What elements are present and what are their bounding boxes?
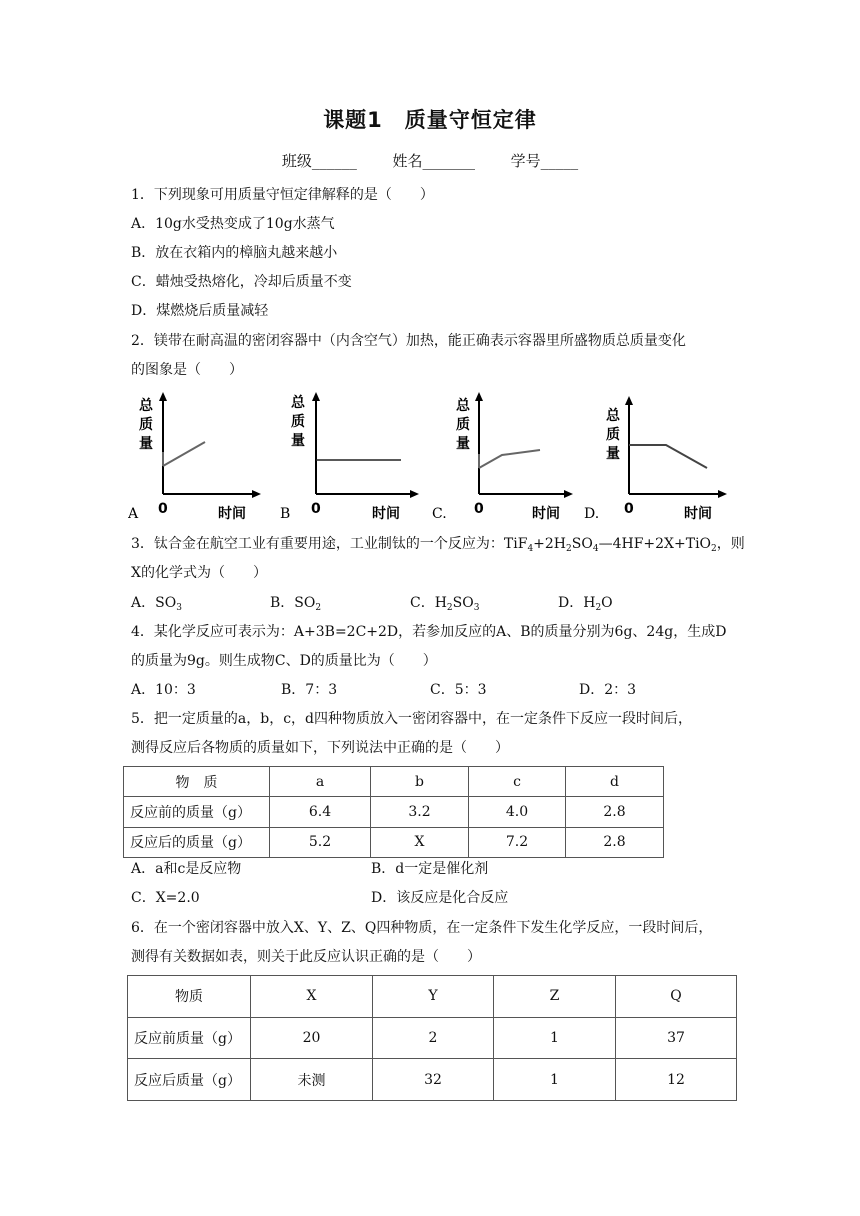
- q4-stem-line1: 4．某化学反应可表示为：A+3B=2C+2D，若参加反应的A、B的质量分别为6g、24g，生成D: [131, 624, 727, 640]
- q1-option-b: B．放在衣箱内的樟脑丸越来越小: [131, 245, 338, 261]
- table-row: [128, 1059, 737, 1101]
- graph-b-xlabel: 时间: [372, 506, 400, 522]
- q3-stem-prefix: 3．钛合金在航空工业有重要用途，工业制钛的一个反应为：TiF: [131, 536, 528, 552]
- graph-c-data-line: [479, 450, 540, 468]
- q3-option-b: B．$SO_2$: [270, 595, 322, 613]
- graph-c-ylabel-2: 质: [456, 417, 470, 433]
- graph-a-ylabel-3: 量: [139, 436, 153, 452]
- table-cell: 6.4: [270, 797, 371, 827]
- table-header-cell: Q: [616, 976, 737, 1018]
- graph-a-xlabel: 时间: [218, 506, 246, 522]
- q5-option-d: D．该反应是化合反应: [371, 890, 509, 906]
- graph-a: [128, 390, 278, 522]
- graph-d-y-arrow: [625, 396, 633, 405]
- graph-a-x-arrow: [252, 490, 261, 498]
- graph-b-ylabel-1: 总: [291, 395, 305, 411]
- table-cell: 反应前的质量（g）: [124, 797, 270, 827]
- table-row: [124, 797, 664, 827]
- graph-b-ylabel-2: 质: [291, 414, 305, 430]
- table-row: [124, 827, 664, 857]
- table-header-cell: X: [251, 976, 373, 1018]
- graph-c-origin: 0: [474, 501, 484, 517]
- q3-stem-line2: X的化学式为（ ）: [131, 565, 267, 581]
- table-cell: 12: [616, 1059, 737, 1101]
- graph-c-y-arrow: [475, 392, 483, 401]
- q5-stem-line1: 5．把一定质量的a，b，c，d四种物质放入一密闭容器中，在一定条件下反应一段时间后，: [131, 711, 693, 727]
- graph-c: [432, 390, 582, 522]
- q4-option-c: C．5：3: [430, 682, 487, 698]
- table-cell: 反应后质量（g）: [128, 1059, 251, 1101]
- table-header-cell: c: [469, 767, 566, 797]
- graph-c-ylabel-3: 量: [456, 436, 470, 452]
- q5-table: [123, 766, 664, 858]
- table-cell: 20: [251, 1017, 373, 1059]
- table-header-cell: 物质: [128, 976, 251, 1018]
- graph-a-origin: 0: [158, 501, 168, 517]
- q3-option-c: C．$H_2SO_3$: [410, 595, 480, 613]
- graph-b: [280, 390, 430, 522]
- table-cell: 2.8: [566, 797, 664, 827]
- table-cell: 反应前质量（g）: [128, 1017, 251, 1059]
- table-cell: 32: [373, 1059, 494, 1101]
- table-cell: 2.8: [566, 827, 664, 857]
- q4-option-a: A．10：3: [131, 682, 196, 698]
- q1-option-c: C．蜡烛受热熔化，冷却后质量不变: [131, 274, 352, 290]
- student-info-line: [0, 150, 860, 171]
- q2-stem-line1: 2．镁带在耐高温的密闭容器中（内含空气）加热，能正确表示容器里所盛物质总质量变化: [131, 333, 686, 349]
- graph-b-ylabel-3: 量: [291, 433, 305, 449]
- graph-d: [584, 390, 734, 522]
- graph-d-xlabel: 时间: [684, 506, 712, 522]
- q1-option-d: D．煤燃烧后质量减轻: [131, 303, 269, 319]
- table-cell: 2: [373, 1017, 494, 1059]
- table-row: [128, 976, 737, 1018]
- table-cell: 7.2: [469, 827, 566, 857]
- q4-option-b: B．7：3: [281, 682, 338, 698]
- page-title: 课题1 质量守恒定律: [323, 108, 537, 132]
- graph-d-x-arrow: [718, 490, 727, 498]
- graph-b-y-arrow: [312, 392, 320, 401]
- q5-option-b: B．d一定是催化剂: [371, 861, 489, 877]
- q3-stem-line1: 3．钛合金在航空工业有重要用途，工业制钛的一个反应为：$TiF_4+2H_2SO_4—4HF+2X+TiO_2$，则: [131, 536, 745, 554]
- graph-d-ylabel-2: 质: [606, 427, 620, 443]
- student-number-field: 学号_____: [510, 152, 579, 170]
- table-cell: 4.0: [469, 797, 566, 827]
- graph-b-origin: 0: [311, 501, 321, 517]
- graph-c-xlabel: 时间: [532, 506, 560, 522]
- graph-c-ylabel-1: 总: [456, 398, 470, 414]
- table-cell: 1: [494, 1017, 616, 1059]
- graph-d-data-line: [629, 445, 707, 468]
- q5-stem-line2: 测得反应后各物质的质量如下，下列说法中正确的是（ ）: [131, 740, 509, 756]
- graph-d-origin: 0: [624, 501, 634, 517]
- q6-stem-line2: 测得有关数据如表，则关于此反应认识正确的是（ ）: [131, 949, 481, 965]
- q6-stem-line1: 6．在一个密闭容器中放入X、Y、Z、Q四种物质，在一定条件下发生化学反应，一段时间后，: [131, 920, 713, 936]
- graph-b-x-arrow: [410, 490, 419, 498]
- graph-a-y-arrow: [159, 392, 167, 401]
- graph-c-letter: C.: [432, 506, 447, 522]
- table-header-cell: 物 质: [124, 767, 270, 797]
- graph-a-ylabel-2: 质: [139, 417, 153, 433]
- table-cell: 3.2: [371, 797, 469, 827]
- graph-d-ylabel-1: 总: [606, 408, 620, 424]
- class-field: 班级______: [281, 152, 357, 170]
- q6-table: [127, 975, 737, 1101]
- graph-b-letter: B: [280, 506, 291, 522]
- q2-stem-line2: 的图象是（ ）: [131, 362, 243, 378]
- table-row: [128, 1017, 737, 1059]
- graph-a-data-line: [163, 442, 205, 466]
- q3-option-d: D．$H_2O$: [558, 595, 613, 613]
- name-field: 姓名_______: [392, 152, 475, 170]
- graph-a-letter: A: [128, 506, 139, 522]
- q5-option-c: C．X=2.0: [131, 890, 200, 906]
- q3-option-a: A．$SO_3$: [131, 595, 182, 613]
- graph-d-letter: D.: [584, 506, 600, 522]
- table-header-cell: Z: [494, 976, 616, 1018]
- table-cell: X: [371, 827, 469, 857]
- q4-option-d: D．2：3: [579, 682, 637, 698]
- graph-c-x-arrow: [564, 490, 573, 498]
- table-cell: 未测: [251, 1059, 373, 1101]
- q1-option-a: A．10g水受热变成了10g水蒸气: [131, 216, 335, 232]
- q5-option-a: A．a和c是反应物: [131, 861, 242, 877]
- table-header-cell: Y: [373, 976, 494, 1018]
- table-cell: 5.2: [270, 827, 371, 857]
- table-cell: 反应后的质量（g）: [124, 827, 270, 857]
- q4-stem-line2: 的质量为9g。则生成物C、D的质量比为（ ）: [131, 653, 437, 669]
- table-header-cell: b: [371, 767, 469, 797]
- graph-d-ylabel-3: 量: [606, 446, 620, 462]
- table-row: [124, 767, 664, 797]
- table-cell: 37: [616, 1017, 737, 1059]
- table-cell: 1: [494, 1059, 616, 1101]
- q1-stem: 1．下列现象可用质量守恒定律解释的是（ ）: [131, 187, 434, 203]
- table-header-cell: a: [270, 767, 371, 797]
- graph-a-ylabel-1: 总: [139, 398, 153, 414]
- table-header-cell: d: [566, 767, 664, 797]
